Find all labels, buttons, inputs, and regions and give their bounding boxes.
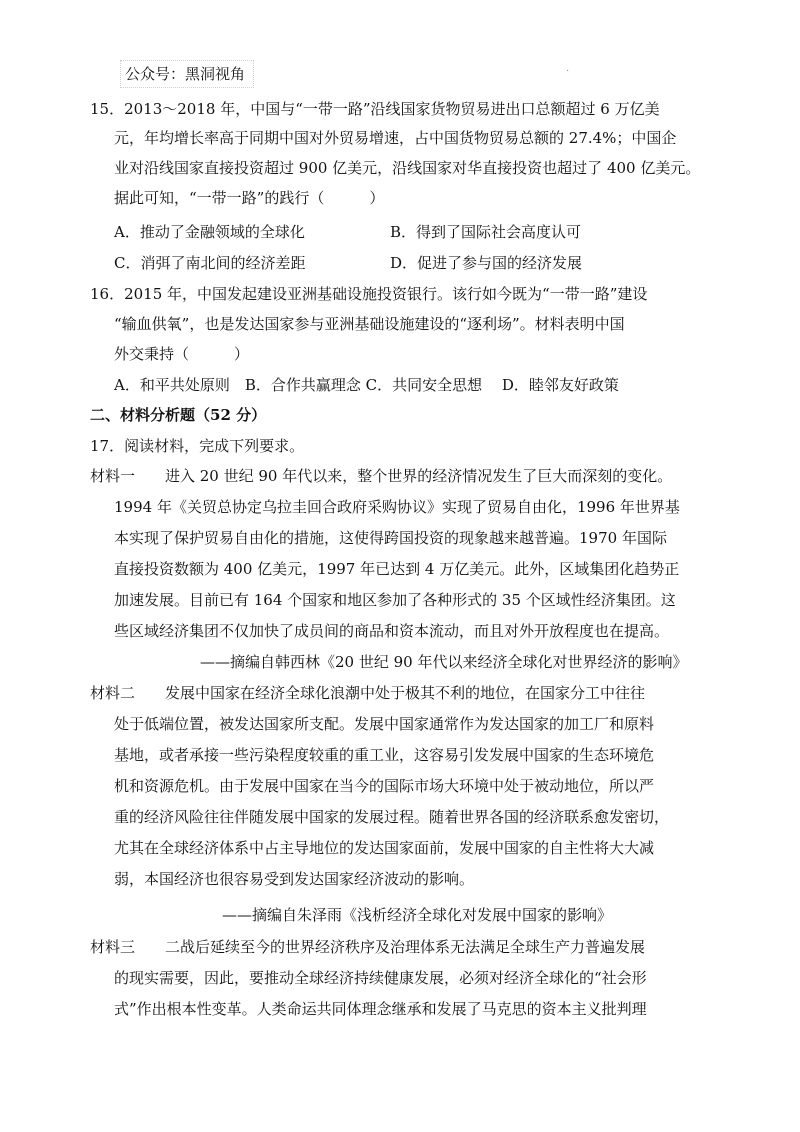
m1-line-1: 材料一 进入 20 世纪 90 年代以来，整个世界的经济情况发生了巨大而深刻的变化。 — [90, 467, 673, 485]
m1-source: ——摘编自韩西林《20 世纪 90 年代以来经济全球化对世界经济的影响》 — [200, 653, 688, 671]
m1-line-2: 1994 年《关贸总协定乌拉圭回合政府采购协议》实现了贸易自由化，1996 年世界基 — [114, 498, 680, 516]
q16-options: A．和平共处原则 B．合作共赢理念 C．共同安全思想 D．睦邻友好政策 — [114, 376, 619, 394]
q15-option-b: B．得到了国际社会高度认可 — [390, 223, 582, 241]
q15-line-4: 据此可知，“一带一路”的践行（ ） — [114, 189, 385, 207]
q15-option-c: C．消弭了南北间的经济差距 — [114, 254, 306, 272]
section-heading: 二、材料分析题（52 分） — [90, 406, 267, 424]
q15-line-2: 元，年均增长率高于同期中国对外贸易增速，占中国货物贸易总额的 27.4%；中国企 — [114, 129, 677, 147]
m1-line-3: 本实现了保护贸易自由化的措施，这使得跨国投资的现象越来越普遍。1970 年国际 — [114, 529, 667, 547]
m2-line-1: 材料二 发展中国家在经济全球化浪潮中处于极其不利的地位，在国家分工中往往 — [90, 684, 646, 702]
m2-line-6: 尤其在全球经济体系中占主导地位的发达国家面前，发展中国家的自主性将大大减 — [114, 839, 655, 857]
q15-option-a: A．推动了金融领域的全球化 — [114, 223, 305, 241]
m1-line-5: 加速发展。目前已有 164 个国家和地区参加了各种形式的 35 个区域性经济集团。这 — [114, 591, 676, 609]
m3-line-2: 的现实需要，因此，要推动全球经济持续健康发展，必须对经济全球化的“社会形 — [114, 969, 647, 987]
m3-line-1: 材料三 二战后延续至今的世界经济秩序及治理体系无法满足全球生产力普遍发展 — [90, 938, 646, 956]
q15-line-1: 15．2013～2018 年，中国与“一带一路”沿线国家货物贸易进出口总额超过 6 万亿美 — [90, 100, 660, 118]
watermark-label: 公众号：黑洞视角 — [120, 60, 254, 88]
m2-line-2: 处于低端位置，被发达国家所支配。发展中国家通常作为发达国家的加工厂和原料 — [114, 715, 655, 733]
stray-dot: · — [566, 66, 570, 77]
q16-line-1: 16．2015 年，中国发起建设亚洲基础设施投资银行。该行如今既为“一带一路”建设 — [90, 285, 648, 303]
m2-source: ——摘编自朱泽雨《浅析经济全球化对发展中国家的影响》 — [222, 906, 613, 924]
q16-line-3: 外交秉持（ ） — [114, 345, 250, 363]
m2-line-5: 重的经济风险往往伴随发展中国家的发展过程。随着世界各国的经济联系愈发密切， — [114, 808, 670, 826]
q17-prompt: 17．阅读材料，完成下列要求。 — [90, 437, 305, 455]
m1-line-4: 直接投资数额为 400 亿美元，1997 年已达到 4 万亿美元。此外，区域集团化趋势正 — [114, 560, 680, 578]
m2-line-7: 弱，本国经济也很容易受到发达国家经济波动的影响。 — [114, 870, 475, 888]
q16-line-2: “输血供氧”，也是发达国家参与亚洲基础设施建设的“逐利场”。材料表明中国 — [114, 315, 625, 333]
m2-line-4: 机和资源危机。由于发展中国家在当今的国际市场大环境中处于被动地位，所以严 — [114, 777, 655, 795]
q15-line-3: 业对沿线国家直接投资超过 900 亿美元，沿线国家对华直接投资也超过了 400 亿美元。 — [114, 159, 701, 177]
m1-line-6: 些区域经济集团不仅加快了成员间的商品和资本流动，而且对外开放程度也在提高。 — [114, 622, 670, 640]
q15-option-d: D．促进了参与国的经济发展 — [390, 254, 583, 272]
m2-line-3: 基地，或者承接一些污染程度较重的重工业，这容易引发发展中国家的生态环境危 — [114, 746, 655, 764]
m3-line-3: 式”作出根本性变革。人类命运共同体理念继承和发展了马克思的资本主义批判理 — [114, 1000, 647, 1018]
